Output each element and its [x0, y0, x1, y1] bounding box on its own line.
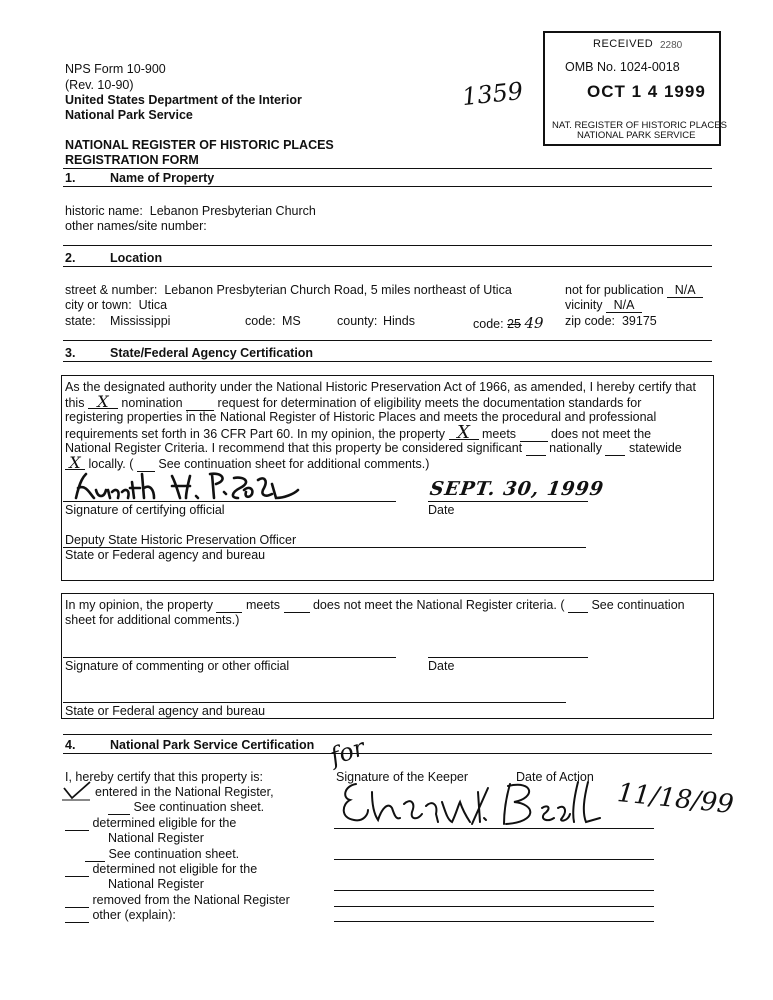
state-code-label: code:	[245, 314, 276, 328]
county-code-value: 49	[524, 314, 544, 332]
det-not-eligible: determined not eligible for the	[92, 862, 258, 876]
action-date: 11/18/99	[615, 777, 736, 821]
other-row	[65, 908, 176, 923]
removed-row	[65, 893, 290, 908]
cert-line-5	[65, 441, 682, 456]
state-code-value: MS	[282, 314, 301, 328]
form-number: NPS Form 10-900	[65, 62, 166, 76]
cert-line-1: As the designated authority under the National Historic Preservation Act of 1966, as amended, I hereby certify that	[65, 380, 696, 394]
certifying-date-label: Date	[428, 503, 455, 517]
see-continuation-2-row	[85, 847, 239, 862]
entered-checkmark-icon	[60, 780, 94, 802]
form-subtitle: REGISTRATION FORM	[65, 153, 199, 167]
see-continuation-1: See continuation sheet.	[133, 800, 265, 814]
zip-row	[565, 314, 657, 328]
city-row	[65, 298, 167, 312]
street-value: Lebanon Presbyterian Church Road, 5 miles northeast of Utica	[164, 283, 512, 297]
omb-number: OMB No. 1024-0018	[565, 60, 680, 74]
historic-name-row	[65, 204, 316, 218]
natreg-1: National Register	[108, 831, 204, 845]
cert-line-4	[65, 422, 652, 443]
officer-title: Deputy State Historic Preservation Officer	[65, 533, 297, 547]
cert-statewide: statewide	[628, 441, 682, 455]
received-stamp	[543, 31, 727, 146]
section-2-number: 2.	[65, 251, 76, 265]
zip-value: 39175	[621, 314, 657, 328]
vicinity-row	[565, 298, 642, 313]
opinion-property: In my opinion, the property	[65, 598, 213, 612]
certifying-date: SEPT. 30, 1999	[428, 478, 606, 500]
nfp-value: N/A	[667, 283, 703, 298]
county-value: Hinds	[383, 314, 415, 328]
historic-name-value: Lebanon Presbyterian Church	[149, 204, 316, 218]
stamp-date: OCT 1 4 1999	[587, 82, 706, 101]
reference-number: 1359	[460, 76, 525, 112]
state-agency-label: State or Federal agency and bureau	[65, 548, 266, 562]
historic-name-label: historic name:	[65, 204, 143, 218]
locally-mark: X	[65, 456, 85, 470]
cert-line-3: registering properties in the National Register of Historic Places and meets the procedural and professional	[65, 410, 657, 424]
stamp-line-2: NATIONAL PARK SERVICE	[577, 130, 696, 141]
cert-nomination: nomination	[121, 396, 183, 410]
street-row	[65, 283, 512, 297]
section-4-number: 4.	[65, 738, 76, 752]
opinion-see-continuation: See continuation	[591, 598, 685, 612]
cert-recommend: National Register Criteria. I recommend that this property be considered significant	[65, 441, 523, 455]
cert-does-not-meet: does not meet the	[551, 427, 652, 441]
vicinity-value: N/A	[606, 298, 642, 313]
section-1-title: Name of Property	[110, 171, 215, 185]
opinion-meets: meets	[245, 598, 281, 612]
keeper-signature	[338, 778, 608, 830]
county-code-struck: 25	[507, 317, 521, 331]
section-1-number: 1.	[65, 171, 76, 185]
form-title: NATIONAL REGISTER OF HISTORIC PLACES	[65, 138, 334, 152]
opinion-agency-label: State or Federal agency and bureau	[65, 704, 266, 718]
natreg-2: National Register	[108, 877, 204, 891]
nomination-mark: X	[88, 395, 118, 409]
cert-meets: meets	[482, 427, 517, 441]
stamp-line-1: NAT. REGISTER OF HISTORIC PLACES	[552, 120, 727, 131]
section-4-title: National Park Service Certification	[110, 738, 315, 752]
entered-label: entered in the National Register,	[95, 785, 274, 799]
county-code-label: code:	[473, 317, 504, 331]
commenting-signature-label: Signature of commenting or other official	[65, 659, 290, 673]
cert-line-2	[65, 392, 642, 411]
city-label: city or town:	[65, 298, 132, 312]
stamp-received: RECEIVED	[593, 38, 654, 50]
date-of-action-label: Date of Action	[516, 770, 594, 784]
city-value: Utica	[138, 298, 168, 312]
cert-nationally: nationally	[549, 441, 602, 455]
zip-label: zip code:	[565, 314, 616, 328]
section-2-title: Location	[110, 251, 163, 265]
det-not-eligible-row	[65, 862, 257, 877]
removed-label: removed from the National Register	[92, 893, 290, 907]
certifying-signature-label: Signature of certifying official	[65, 503, 225, 517]
opinion-does-not-meet: does not meet the National Register criteria. (	[312, 598, 565, 612]
cert-locally: locally. (	[88, 457, 134, 471]
commenting-date-label: Date	[428, 659, 455, 673]
det-eligible: determined eligible for the	[92, 816, 237, 830]
see-continuation-2: See continuation sheet.	[108, 847, 240, 861]
street-label: street & number:	[65, 283, 158, 297]
section-3-number: 3.	[65, 346, 76, 360]
other-label: other (explain):	[92, 908, 176, 922]
department: United States Department of the Interior	[65, 93, 302, 107]
county-label: county:	[337, 314, 378, 328]
section-3-title: State/Federal Agency Certification	[110, 346, 314, 360]
state-value: Mississippi	[110, 314, 171, 328]
other-names-label: other names/site number:	[65, 219, 207, 233]
vicinity-label: vicinity	[565, 298, 603, 312]
county-code-row	[473, 314, 544, 332]
cert-opinion: requirements set forth in 36 CFR Part 60. In my opinion, the property	[65, 427, 446, 441]
det-eligible-row	[65, 816, 236, 831]
nfp-row	[565, 283, 703, 298]
certifying-signature	[72, 470, 302, 504]
cert-request-text: request for determination of eligibility meets the documentation standards for	[217, 396, 642, 410]
cert-see-continuation: See continuation sheet for additional comments.)	[158, 457, 430, 471]
nfp-label: not for publication	[565, 283, 664, 297]
form-revision: (Rev. 10-90)	[65, 78, 134, 92]
opinion-line-2: sheet for additional comments.)	[65, 613, 240, 627]
see-continuation-1-row	[108, 800, 264, 815]
opinion-line-1	[65, 598, 685, 613]
stamp-received-number: 2280	[660, 40, 683, 51]
cert-this: this	[65, 396, 85, 410]
meets-mark: X	[449, 426, 479, 440]
keeper-signature-label: Signature of the Keeper	[336, 770, 469, 784]
for-note: for	[326, 733, 369, 771]
keeper-intro: I, hereby certify that this property is:	[65, 770, 263, 784]
service: National Park Service	[65, 108, 193, 122]
state-label: state:	[65, 314, 96, 328]
